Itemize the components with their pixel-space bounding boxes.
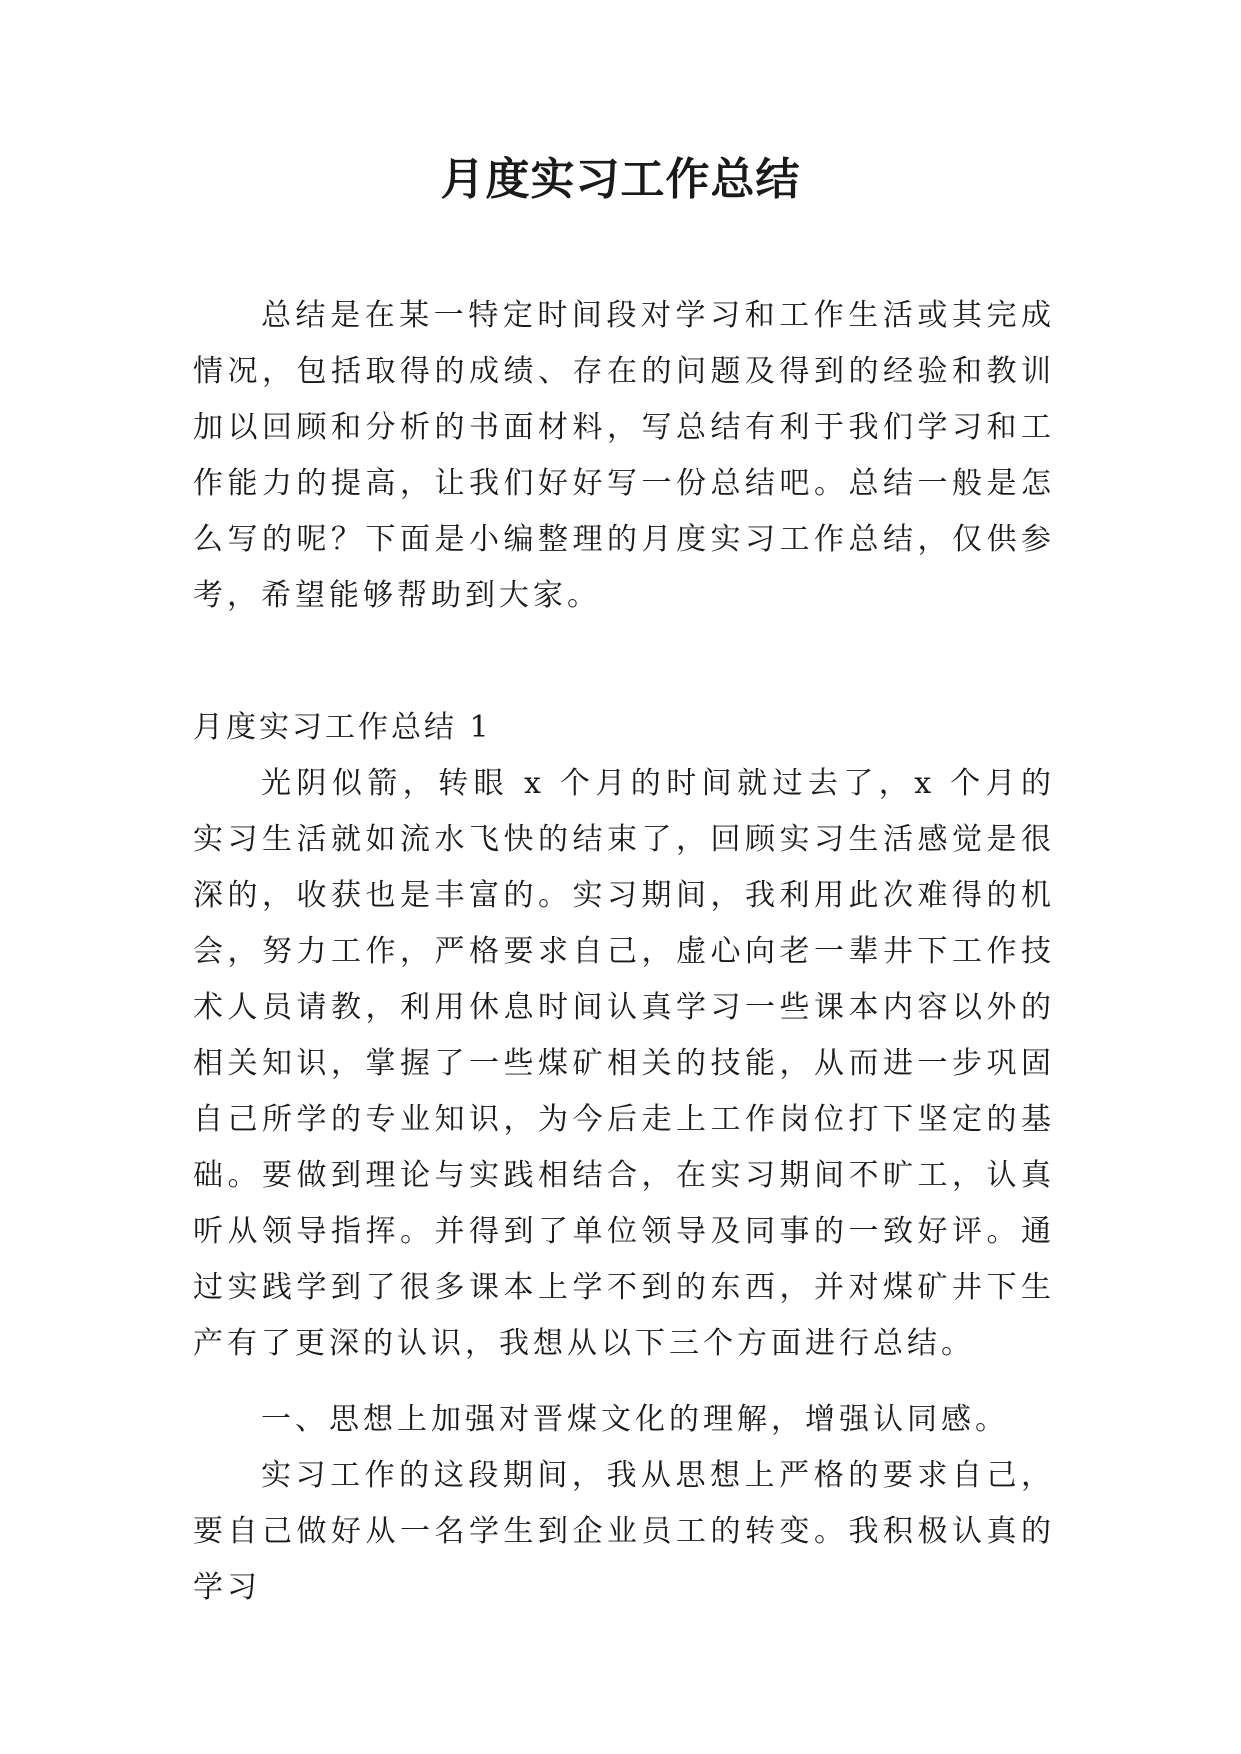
subheading-paragraph: 一、思想上加强对晋煤文化的理解，增强认同感。: [261, 1402, 1009, 1437]
section-heading: 月度实习工作总结 1: [193, 710, 492, 745]
intro-paragraph: 总结是在某一特定时间段对学习和工作生活或其完成情况，包括取得的成绩、存在的问题及得到的经验和教训加以回顾和分析的书面材料，写总结有利于我们学习和工作能力的提高，让我们好好写一份总结吧。总结一般是怎么写的呢？下面是小编整理的月度实习工作总结，仅供参考，希望能够帮助到大家。: [193, 298, 1055, 613]
document-title: 月度实习工作总结: [440, 154, 801, 205]
body-paragraph: 实习工作的这段期间，我从思想上严格的要求自己，要自己做好从一名学生到企业员工的转变。我积极认真的学习: [193, 1458, 1055, 1605]
body-paragraph: 光阴似箭，转眼 x 个月的时间就过去了，x 个月的实习生活就如流水飞快的结束了，回顾实习生活感觉是很深的，收获也是丰富的。实习期间，我利用此次难得的机会，努力工作，严格要求自己，虚心向老一辈井下工作技术人员请教，利用休息时间认真学习一些课本内容以外的相关知识，掌握了一些煤矿相关的技能，从而进一步巩固自己所学的专业知识，为今后走上工作岗位打下坚定的基础。要做到理论与实践相结合，在实习期间不旷工，认真听从领导指挥。并得到了单位领导及同事的一致好评。通过实践学到了很多课本上学不到的东西，并对煤矿井下生产有了更深的认识，我想从以下三个方面进行总结。: [193, 766, 1055, 1361]
